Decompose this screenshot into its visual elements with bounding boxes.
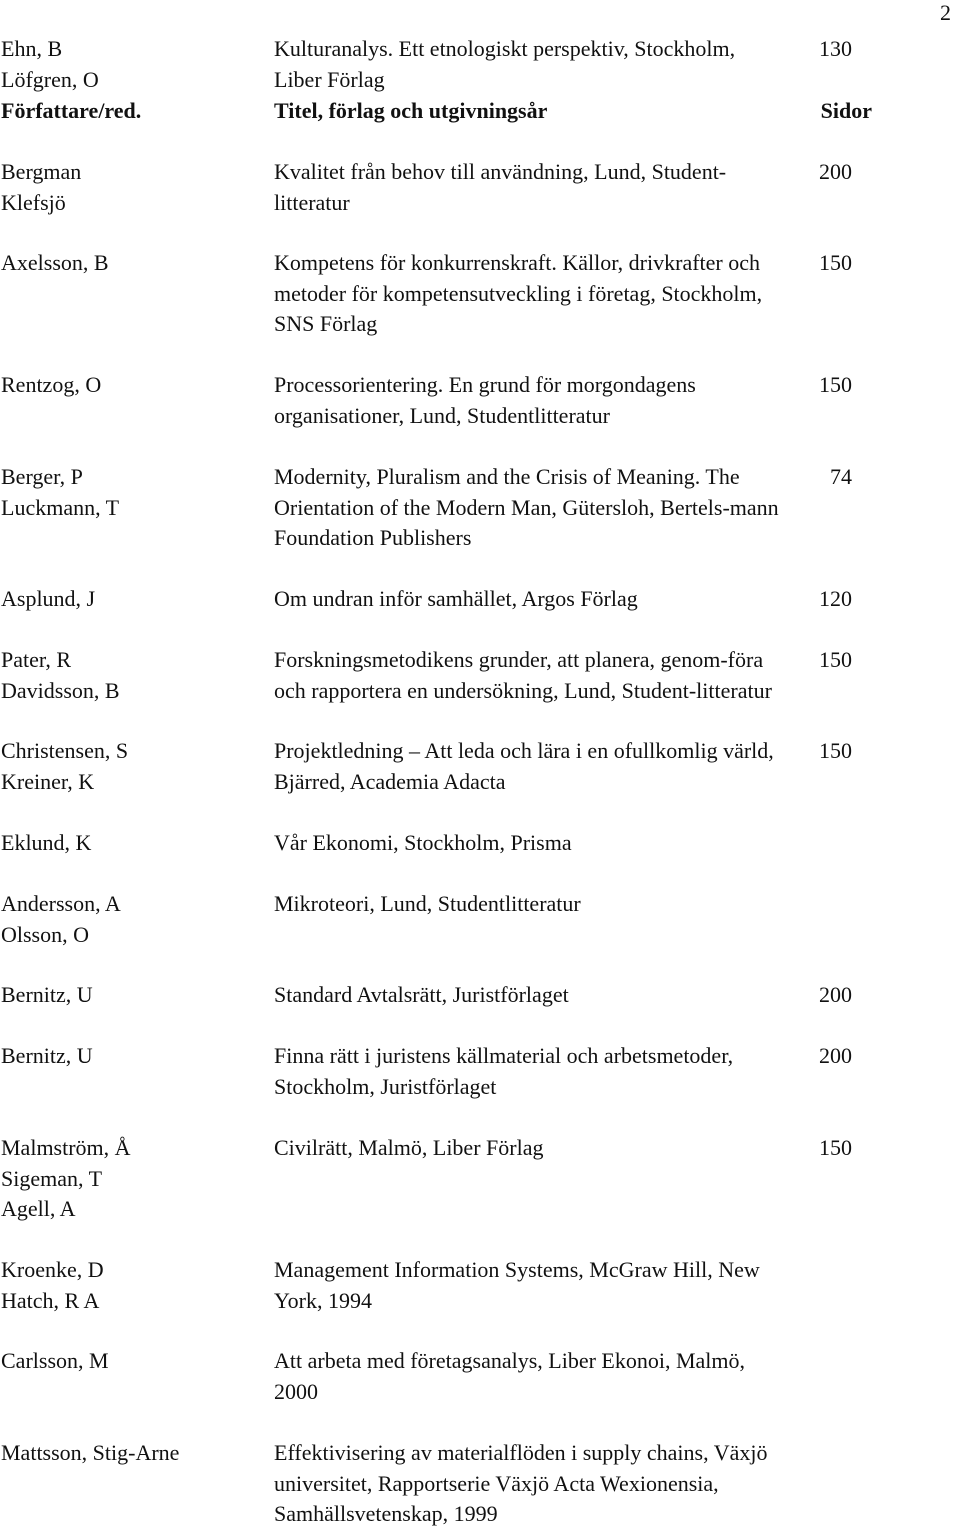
reference-title: Projektledning – Att leda och lära i en ofullkomlig värld, Bjärred, Academia Adacta — [274, 738, 774, 794]
reference-authors: Andersson, A Olsson, O — [1, 891, 121, 947]
reference-title: Standard Avtalsrätt, Juristförlaget — [274, 982, 569, 1007]
reference-authors: Carlsson, M — [1, 1348, 109, 1373]
reference-authors: Mattsson, Stig-Arne — [1, 1440, 180, 1465]
reference-authors: Asplund, J — [1, 586, 96, 611]
header-pages: Sidor — [820, 98, 872, 123]
reference-authors: Axelsson, B — [1, 250, 109, 275]
reference-authors: Christensen, S Kreiner, K — [1, 738, 129, 794]
reference-pages: 150 — [819, 738, 852, 763]
reference-authors: Eklund, K — [1, 830, 92, 855]
reference-title: Kompetens för konkurrenskraft. Källor, drivkrafter och metoder för kompetensutveckling i företag, Stockholm, SNS Förlag — [274, 250, 763, 336]
reference-authors: Rentzog, O — [1, 372, 102, 397]
reference-authors: Pater, R Davidsson, B — [1, 647, 120, 703]
reference-authors: Bergman Klefsjö — [1, 159, 82, 215]
reference-pages: 200 — [819, 982, 852, 1007]
header-title: Titel, förlag och utgivningsår — [274, 98, 548, 123]
reference-pages: 150 — [819, 647, 852, 672]
header-authors: Författare/red. — [1, 98, 142, 123]
reference-authors: Kroenke, D Hatch, R A — [1, 1257, 104, 1313]
reference-title: Om undran inför samhället, Argos Förlag — [274, 586, 638, 611]
reference-pages: 120 — [819, 586, 852, 611]
reference-pages: 200 — [819, 159, 852, 184]
reference-authors: Ehn, B Löfgren, O — [1, 36, 99, 92]
reference-pages: 74 — [830, 464, 852, 489]
reference-title: Processorientering. En grund för morgondagens organisationer, Lund, Studentlitteratur — [274, 372, 696, 428]
reference-pages: 150 — [819, 250, 852, 275]
reference-pages: 150 — [819, 372, 852, 397]
reference-authors: Berger, P Luckmann, T — [1, 464, 120, 520]
reference-authors: Bernitz, U — [1, 982, 93, 1007]
reference-title: Kulturanalys. Ett etnologiskt perspektiv, Stockholm, Liber Förlag — [274, 36, 736, 92]
reference-title: Vår Ekonomi, Stockholm, Prisma — [274, 830, 572, 855]
reference-authors: Bernitz, U — [1, 1043, 93, 1068]
reference-title: Finna rätt i juristens källmaterial och arbetsmetoder, Stockholm, Juristförlaget — [274, 1043, 734, 1099]
reference-pages: 150 — [819, 1135, 852, 1160]
reference-pages: 130 — [819, 36, 852, 61]
reference-title: Att arbeta med företagsanalys, Liber Ekonoi, Malmö, 2000 — [274, 1348, 746, 1404]
reference-title: Management Information Systems, McGraw Hill, New York, 1994 — [274, 1257, 760, 1313]
reference-title: Forskningsmetodikens grunder, att planera, genom-föra och rapportera en undersökning, Lund, Student-litteratur — [274, 647, 772, 703]
reference-title: Effektivisering av materialflöden i supply chains, Växjö universitet, Rapportserie Växjö Acta Wexionensia, Samhällsvetenskap, 1999 — [274, 1440, 768, 1526]
reference-title: Mikroteori, Lund, Studentlitteratur — [274, 891, 581, 916]
reference-pages: 200 — [819, 1043, 852, 1068]
reference-title: Kvalitet från behov till användning, Lund, Student- litteratur — [274, 159, 727, 215]
reference-authors: Malmström, Å Sigeman, T Agell, A — [1, 1135, 131, 1221]
reference-title: Civilrätt, Malmö, Liber Förlag — [274, 1135, 544, 1160]
reference-title: Modernity, Pluralism and the Crisis of Meaning. The Orientation of the Modern Man, Gütersloh, Bertels-mann Foundation Publishers — [274, 464, 779, 550]
page-number: 2 — [940, 0, 951, 25]
